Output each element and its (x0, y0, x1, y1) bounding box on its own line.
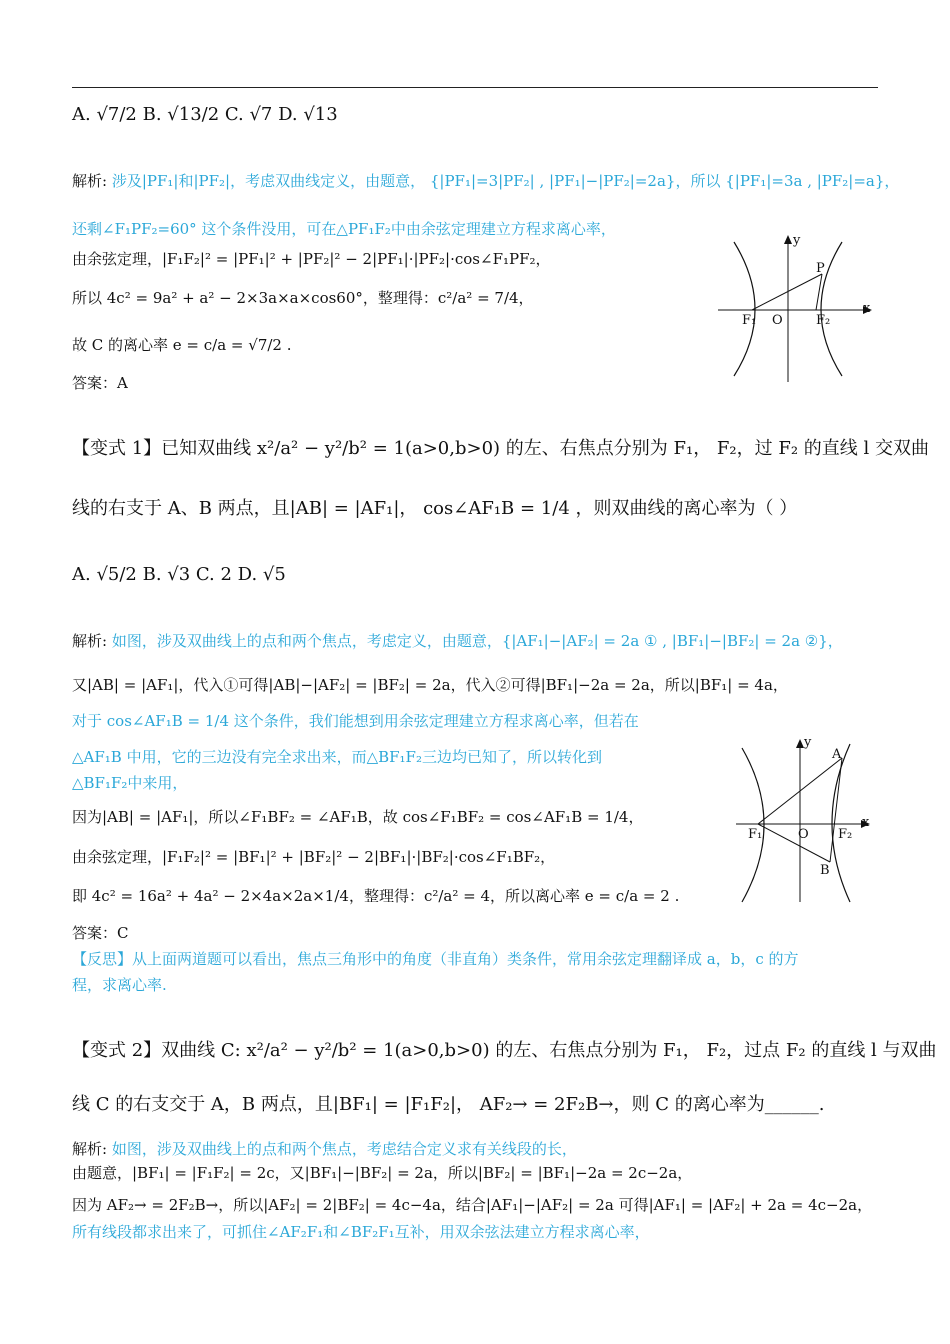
text-line-l17: 由余弦定理，|F₁F₂|² = |BF₁|² + |BF₂|² − 2|BF₁|·|BF₂|·cos∠F₁BF₂， (72, 848, 556, 866)
segment-f1-p (752, 274, 822, 310)
text-line-l13: 对于 cos∠AF₁B = 1/4 这个条件，我们能想到用余弦定理建立方程求离心率，但若在 (72, 712, 639, 730)
text-span: 如图，涉及双曲线上的点和两个焦点，考虑定义，由题意，{|AF₁|−|AF₂| = 2a ① , |BF₁|−|BF₂| = 2a ②}， (107, 632, 843, 650)
text-span: 如图，涉及双曲线上的点和两个焦点，考虑结合定义求有关线段的长， (107, 1140, 577, 1158)
fig1-o-label: O (772, 313, 783, 328)
text-line-l03: 还剩∠F₁PF₂=60° 这个条件没用，可在△PF₁F₂中由余弦定理建立方程求离心率， (72, 220, 616, 238)
fig2-o-label: O (798, 827, 809, 842)
text-line-l14: △AF₁B 中用，它的三边没有完全求出来，而△BF₁F₂三边均已知了，所以转化到 (72, 748, 602, 766)
text-line-l01: A. √7/2 B. √13/2 C. √7 D. √13 (72, 104, 338, 125)
text-span: 从上面两道题可以看出，焦点三角形中的角度（非直角）类条件，常用余弦定理翻译成 a，b，c 的方 (132, 950, 799, 968)
text-line-l15: △BF₁F₂中来用， (72, 774, 188, 792)
segment-f1-b (758, 824, 830, 862)
text-line-l27: 所有线段都求出来了，可抓住∠AF₂F₁和∠BF₂F₁互补，用双余弦法建立方程求离心率， (72, 1223, 650, 1241)
text-line-l18: 即 4c² = 16a² + 4a² − 2×4a×2a×1/4，整理得：c²/a² = 4，所以离心率 e = c/a = 2 . (72, 887, 680, 905)
fig1-f2-label: F₂ (816, 313, 831, 328)
text-line-l16: 因为|AB| = |AF₁|，所以∠F₁BF₂ = ∠AF₁B，故 cos∠F₁BF₂ = cos∠AF₁B = 1/4， (72, 808, 644, 826)
text-line-l22: 【变式 2】双曲线 C: x²/a² − y²/b² = 1(a>0,b>0) 的左、右焦点分别为 F₁， F₂，过点 F₂ 的直线 l 与双曲 (72, 1040, 937, 1061)
segment-a-b (830, 758, 842, 862)
text-line-l09: 线的右支于 A、B 两点，且|AB| = |AF₁|， cos∠AF₁B = 1/4 ，则双曲线的离心率为（ ） (72, 498, 798, 519)
text-span: 【反思】 (72, 950, 133, 968)
fig2-f1-label: F₁ (748, 827, 763, 842)
text-line-l05: 所以 4c² = 9a² + a² − 2×3a×a×cos60°，整理得：c²/a² = 7/4， (72, 289, 534, 307)
text-line-l10: A. √5/2 B. √3 C. 2 D. √5 (72, 564, 286, 585)
fig2-b-label: B (820, 863, 830, 878)
text-span: 解析: (72, 1140, 108, 1158)
text-line-l20 (72, 948, 799, 970)
hyperbola-figure-2 (734, 734, 878, 906)
text-line-l25: 由题意，|BF₁| = |F₁F₂| = 2c，又|BF₁|−|BF₂| = 2a，所以|BF₂| = |BF₁|−2a = 2c−2a， (72, 1164, 693, 1182)
text-line-l07: 答案：A (72, 374, 128, 392)
fig1-x-label: x (863, 301, 871, 316)
fig2-a-label: A (832, 747, 842, 762)
text-span: 解析: (72, 172, 108, 190)
y-axis-arrow (784, 235, 792, 244)
text-span: 解析: (72, 632, 108, 650)
hyperbola-figure-1 (712, 230, 878, 386)
text-line-l23: 线 C 的右支交于 A，B 两点，且|BF₁| = |F₁F₂|， AF₂→ = 2F₂B→，则 C 的离心率为______. (72, 1094, 825, 1115)
text-line-l08: 【变式 1】已知双曲线 x²/a² − y²/b² = 1(a>0,b>0) 的左、右焦点分别为 F₁， F₂，过 F₂ 的直线 l 交双曲 (72, 438, 929, 459)
fig2-f2-label: F₂ (838, 827, 853, 842)
fig1-f1-label: F₁ (742, 313, 757, 328)
text-line-l04: 由余弦定理，|F₁F₂|² = |PF₁|² + |PF₂|² − 2|PF₁|·|PF₂|·cos∠F₁PF₂， (72, 250, 551, 268)
text-line-l19: 答案：C (72, 924, 129, 942)
text-line-l11 (72, 630, 843, 652)
text-line-l24 (72, 1138, 577, 1160)
text-span: 涉及|PF₁|和|PF₂|，考虑双曲线定义，由题意， {|PF₁|=3|PF₂| , |PF₁|−|PF₂|=2a}，所以 {|PF₁|=3a , |PF₂|=a}， (107, 172, 900, 190)
fig1-p-label: P (816, 261, 825, 276)
text-line-l26: 因为 AF₂→ = 2F₂B→，所以|AF₂| = 2|BF₂| = 4c−4a，结合|AF₁|−|AF₂| = 2a 可得|AF₁| = |AF₂| + 2a = 4c−2a， (72, 1196, 873, 1214)
left-branch (734, 242, 755, 376)
y-axis-arrow (796, 739, 804, 748)
fig2-x-label: x (862, 815, 870, 830)
fig1-y-label: y (793, 233, 801, 248)
fig2-y-label: y (804, 735, 812, 750)
top-rule (72, 87, 878, 88)
text-line-l06: 故 C 的离心率 e = c/a = √7/2 . (72, 336, 292, 354)
text-line-l02 (72, 170, 899, 192)
text-line-l12: 又|AB| = |AF₁|，代入①可得|AB|−|AF₂| = |BF₂| = 2a，代入②可得|BF₁|−2a = 2a，所以|BF₁| = 4a， (72, 676, 788, 694)
text-line-l21: 程，求离心率. (72, 976, 167, 994)
